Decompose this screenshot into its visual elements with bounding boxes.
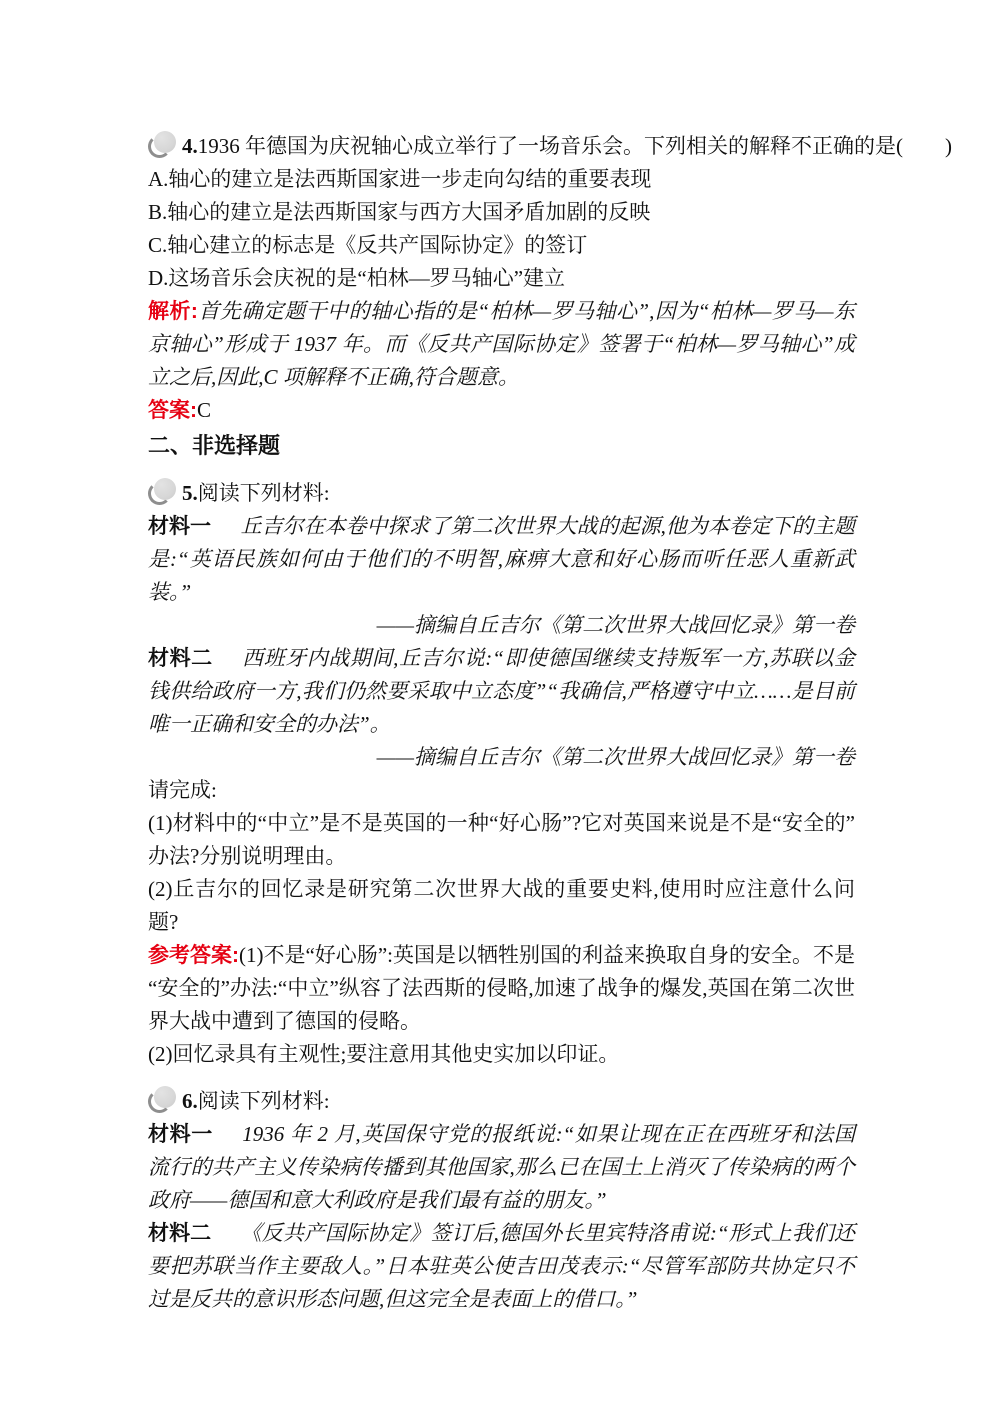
question-6-instruction: 阅读下列材料: <box>197 1089 330 1113</box>
question-5-task-2: (2)丘吉尔的回忆录是研究第二次世界大战的重要史料,使用时应注意什么问题? <box>148 877 855 934</box>
question-6-heading <box>148 1085 855 1118</box>
question-5-reference-answer-part-2: (2)回忆录具有主观性;要注意用其他史实加以印证。 <box>148 1042 620 1066</box>
question-5-source-2: ——摘编自丘吉尔《第二次世界大战回忆录》第一卷 <box>376 745 855 769</box>
question-bullet-icon <box>148 1086 182 1113</box>
question-5-reference-answer <box>148 939 855 1038</box>
question-6 <box>148 1085 855 1316</box>
material-1-label: 材料一 <box>148 1123 213 1146</box>
question-6-material-1 <box>148 1118 855 1217</box>
question-4-number: 4. <box>182 134 198 158</box>
question-6-number: 6. <box>182 1089 198 1113</box>
question-4-option-c: C.轴心建立的标志是《反共产国际协定》的签订 <box>148 233 588 257</box>
material-1-label: 材料一 <box>148 515 212 538</box>
question-4-option-d: D.这场音乐会庆祝的是“柏林—罗马轴心”建立 <box>148 266 566 290</box>
material-2-label: 材料二 <box>148 647 213 670</box>
answer-label: 答案: <box>148 399 197 422</box>
question-bullet-icon <box>148 131 182 158</box>
question-5-task-1: (1)材料中的“中立”是不是英国的一种“好心肠”?它对英国来说是不是“安全的”办法?分别说明理由。 <box>148 811 855 868</box>
question-5-material-1 <box>148 510 855 609</box>
question-bullet-icon <box>148 478 182 505</box>
question-4-analysis <box>148 295 855 394</box>
question-4-stem: 1936 年德国为庆祝轴心成立举行了一场音乐会。下列相关的解释不正确的是( ) <box>197 134 952 158</box>
question-5 <box>148 477 855 1071</box>
material-1-text: 丘吉尔在本卷中探求了第二次世界大战的起源,他为本卷定下的主题是:“英语民族如何由于他们的不明智,麻痹大意和好心肠而听任恶人重新武装。” <box>148 514 856 604</box>
question-4-answer <box>148 394 855 427</box>
material-2-text: 西班牙内战期间,丘吉尔说:“即使德国继续支持叛军一方,苏联以金钱供给政府一方,我们仍然要采取中立态度”“我确信,严格遵守中立……是目前唯一正确和安全的办法”。 <box>148 646 856 736</box>
question-4-option-b: B.轴心的建立是法西斯国家与西方大国矛盾加剧的反映 <box>148 200 651 224</box>
section-title: 二、非选择题 <box>148 433 281 458</box>
question-4-option-a: A.轴心的建立是法西斯国家进一步走向勾结的重要表现 <box>148 167 652 191</box>
question-5-tasks-intro: 请完成: <box>148 778 217 802</box>
material-2-label: 材料二 <box>148 1222 212 1245</box>
question-5-source-1: ——摘编自丘吉尔《第二次世界大战回忆录》第一卷 <box>376 613 855 637</box>
question-5-number: 5. <box>182 481 198 505</box>
question-5-material-2 <box>148 642 855 741</box>
analysis-text: 首先确定题干中的轴心指的是“柏林—罗马轴心”,因为“柏林—罗马—东京轴心”形成于 1937 年。而《反共产国际协定》签署于“柏林—罗马轴心”成立之后,因此,C 项解释不正确,符合题意。 <box>148 299 855 389</box>
material-1-text: 1936 年 2 月,英国保守党的报纸说:“如果让现在正在西班牙和法国流行的共产主义传染病传播到其他国家,那么已在国土上消灭了传染病的两个政府——德国和意大利政府是我们最有益的朋友。” <box>148 1122 856 1212</box>
question-6-material-2 <box>148 1217 855 1316</box>
question-5-heading <box>148 477 855 510</box>
reference-answer-part-1: (1)不是“好心肠”:英国是以牺牲别国的利益来换取自身的安全。不是“安全的”办法:“中立”纵容了法西斯的侵略,加速了战争的爆发,英国在第二次世界大战中遭到了德国的侵略。 <box>148 943 855 1033</box>
question-4 <box>148 130 952 427</box>
reference-answer-label: 参考答案: <box>148 944 239 967</box>
question-5-instruction: 阅读下列材料: <box>197 481 330 505</box>
analysis-label: 解析: <box>148 300 198 323</box>
question-4-heading <box>148 130 952 163</box>
answer-text: C <box>197 398 212 422</box>
material-2-text: 《反共产国际协定》签订后,德国外长里宾特洛甫说:“形式上我们还要把苏联当作主要敌人。”日本驻英公使吉田茂表示:“尽管军部防共协定只不过是反共的意识形态问题,但这完全是表面上的借口。” <box>148 1221 856 1311</box>
